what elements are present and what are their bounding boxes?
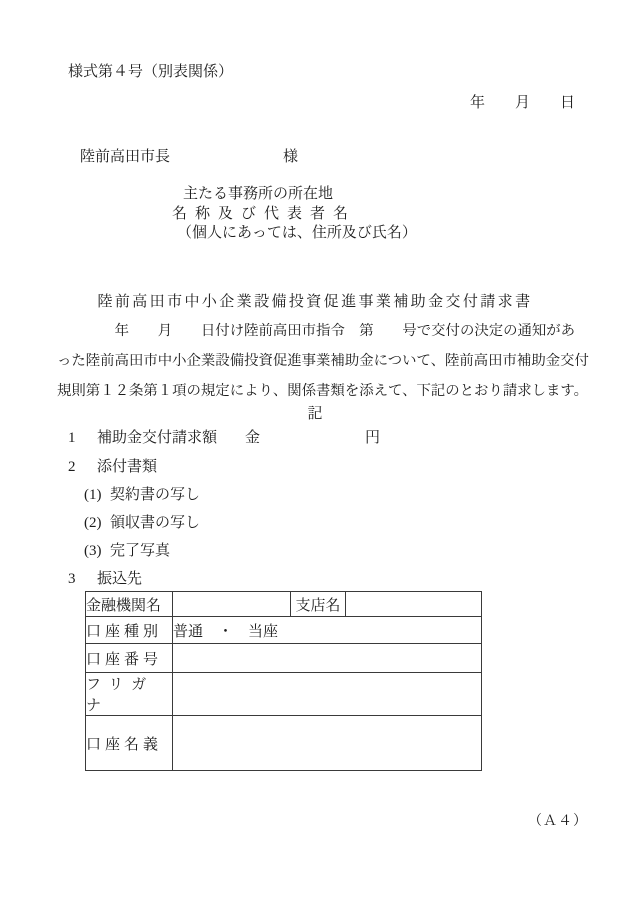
addressee-honorific: 様	[283, 149, 299, 165]
table-row-financial-institution	[86, 592, 482, 617]
item-3-transfer-destination	[0, 570, 630, 588]
attachment-3-number: (3)	[84, 543, 102, 559]
attachment-2	[0, 514, 630, 532]
table-row-account-type	[86, 617, 482, 644]
financial-institution-label: 金融機関名	[86, 592, 173, 617]
paper-size-label: （Ａ４）	[528, 814, 588, 829]
body-paragraph-line-2: った陸前高田市中小企業設備投資促進事業補助金について、陸前高田市補助金交付	[57, 353, 589, 369]
sender-office-address-label: 主たる事務所の所在地	[183, 186, 334, 202]
item-2-number: 2	[68, 459, 76, 475]
addressee-name: 陸前高田市長	[80, 149, 171, 165]
attachment-1-number: (1)	[84, 487, 102, 503]
account-holder-label: 口座名義	[86, 716, 173, 771]
attachment-3-label: 完了写真	[110, 543, 171, 559]
document-title: 陸前高田市中小企業設備投資促進事業補助金交付請求書	[97, 294, 533, 310]
body-paragraph-line-3: 規則第１２条第１項の規定により、関係書類を添えて、下記のとおり請求します。	[57, 383, 589, 399]
item-1-number: 1	[68, 430, 76, 446]
attachment-3	[0, 542, 630, 560]
item-3-number: 3	[68, 571, 76, 587]
furigana-input-cell[interactable]	[173, 673, 482, 716]
record-mark: 記	[307, 406, 323, 422]
transfer-account-table	[85, 591, 482, 771]
sender-individual-note: （個人にあっては、住所及び氏名）	[177, 225, 417, 241]
account-type-options[interactable]: 普通 ・ 当座	[173, 617, 482, 644]
form-number: 様式第４号（別表関係）	[68, 64, 234, 80]
item-2-attachments	[0, 458, 630, 476]
furigana-label: フリガナ	[86, 673, 173, 716]
item-1-claim-amount	[0, 429, 630, 447]
body-paragraph-line-1: 年 月 日付け陸前高田市指令 第 号で交付の決定の通知があ	[57, 323, 576, 339]
amount-prefix: 金	[245, 430, 261, 446]
account-number-label: 口座番号	[86, 644, 173, 673]
item-1-label: 補助金交付請求額	[97, 430, 218, 446]
branch-input-cell[interactable]	[346, 592, 482, 617]
sender-name-label: 名称及び代表者名	[172, 206, 357, 222]
amount-suffix: 円	[365, 430, 381, 446]
account-holder-input-cell[interactable]	[173, 716, 482, 771]
table-row-account-holder	[86, 716, 482, 771]
table-row-furigana	[86, 673, 482, 716]
account-type-label: 口座種別	[86, 617, 173, 644]
attachment-1-label: 契約書の写し	[110, 487, 201, 503]
branch-label: 支店名	[291, 592, 346, 617]
item-3-label: 振込先	[97, 571, 143, 587]
attachment-1	[0, 486, 630, 504]
financial-institution-input-cell[interactable]	[173, 592, 291, 617]
item-2-label: 添付書類	[97, 459, 158, 475]
attachment-2-label: 領収書の写し	[110, 515, 201, 531]
table-row-account-number	[86, 644, 482, 673]
attachment-2-number: (2)	[84, 515, 102, 531]
account-number-input-cell[interactable]	[173, 644, 482, 673]
date-line: 年 月 日	[470, 95, 576, 111]
